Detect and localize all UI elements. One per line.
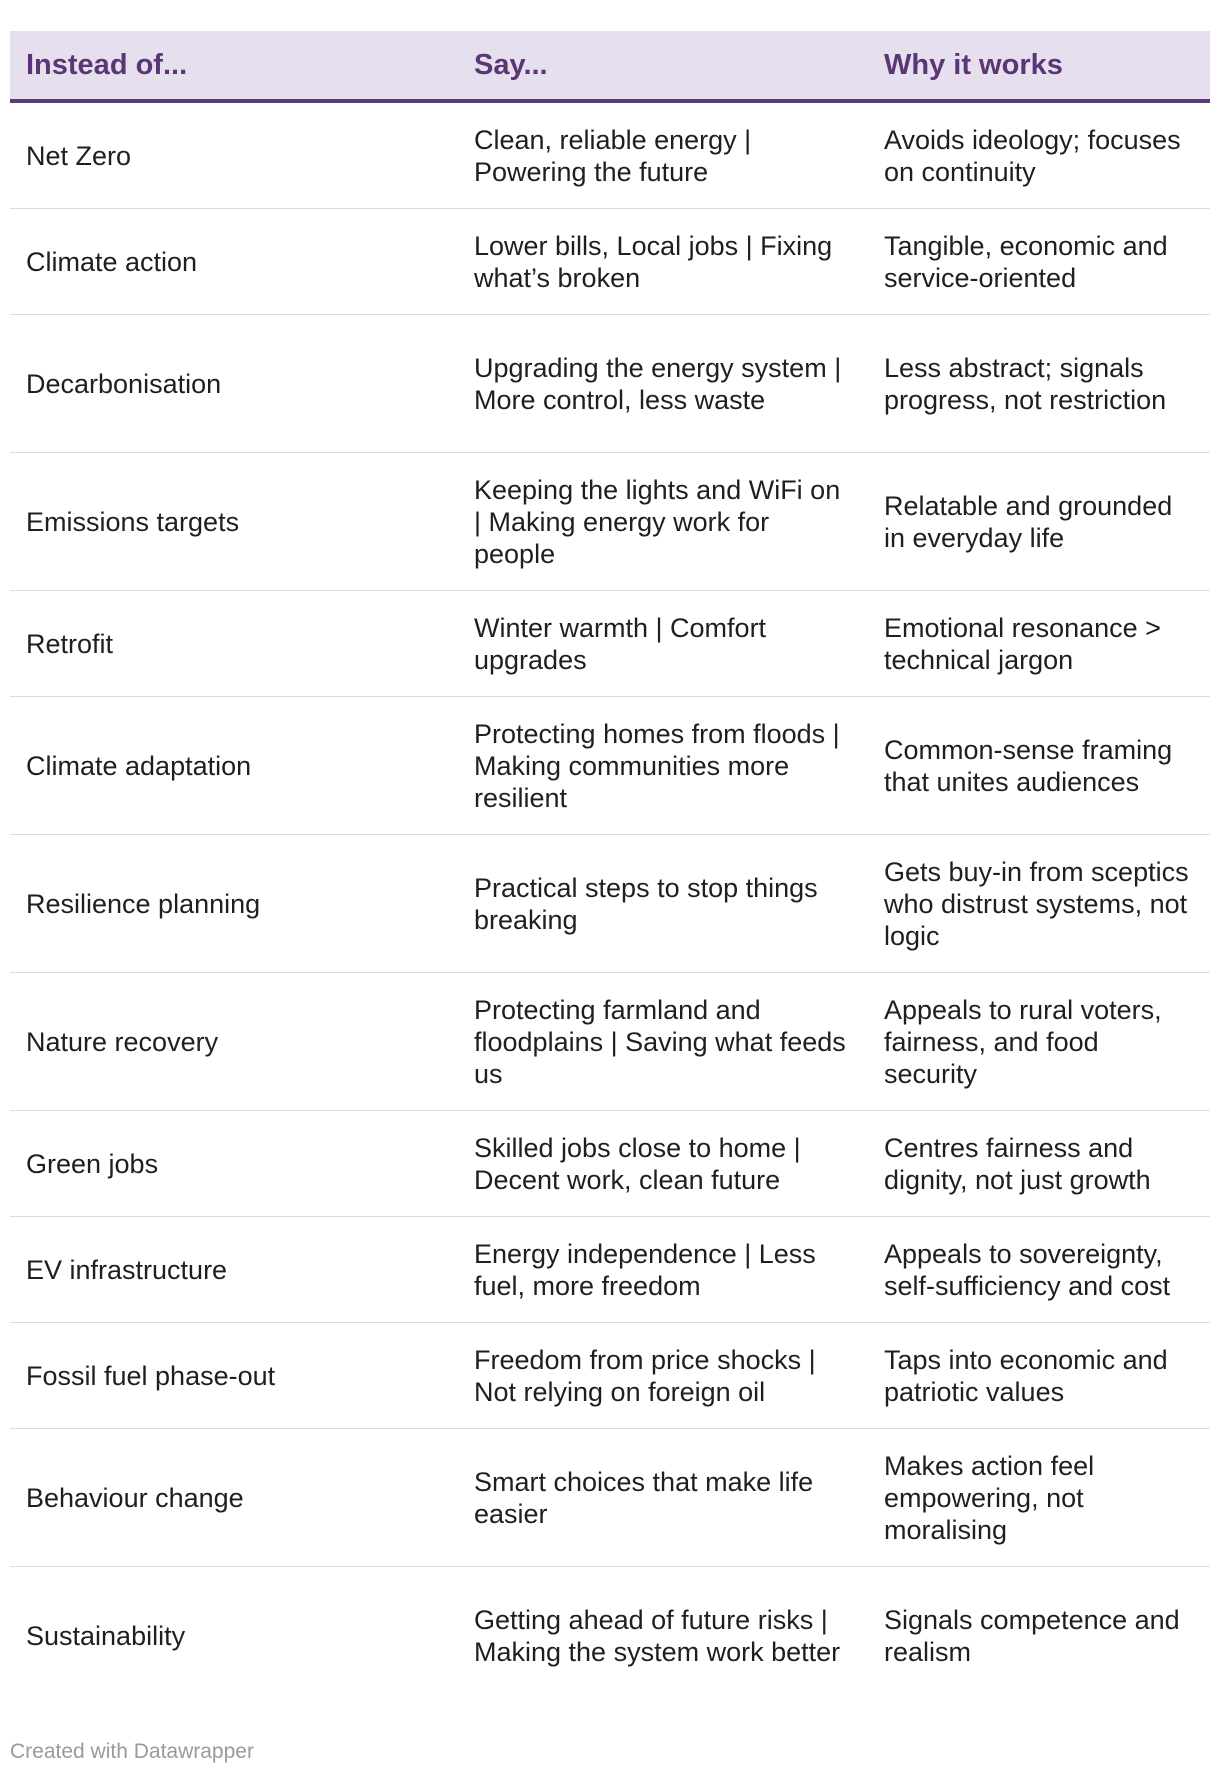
header-row [10,31,1210,101]
table-row [10,453,1210,591]
cell-why-it-works: Avoids ideology; focuses on continuity [868,101,1210,209]
table-row [10,1217,1210,1323]
table-row [10,973,1210,1111]
table-row [10,835,1210,973]
table-row [10,1429,1210,1567]
column-header-instead-of: Instead of... [10,31,458,101]
table-row [10,1567,1210,1705]
cell-why-it-works: Signals competence and realism [884,1604,1180,1667]
datawrapper-credit: Created with Datawrapper [10,1740,254,1763]
cell-say: Smart choices that make life easier [458,1429,868,1567]
cell-say: Skilled jobs close to home | Decent work, clean future [458,1111,868,1217]
cell-why-it-works: Emotional resonance > technical jargon [868,591,1210,697]
cell-why-it-works: Appeals to rural voters, fairness, and food security [868,973,1210,1111]
cell-say: Freedom from price shocks | Not relying on foreign oil [458,1323,868,1429]
cell-why-it-works: Gets buy-in from sceptics who distrust systems, not logic [868,835,1210,973]
cell-instead-of: Behaviour change [10,1429,458,1567]
cell-why-it-works: Centres fairness and dignity, not just growth [868,1111,1210,1217]
table-row [10,209,1210,315]
cell-why-it-works: Common-sense framing that unites audiences [868,697,1210,835]
cell-say: Getting ahead of future risks | Making the system work better [474,1604,841,1667]
table-row [10,101,1210,209]
cell-instead-of: Sustainability [26,1620,186,1651]
cell-instead-of: Climate action [10,209,458,315]
table-row [10,1323,1210,1429]
table-row [10,697,1210,835]
cell-instead-of: Emissions targets [10,453,458,591]
cell-say: Protecting homes from floods | Making communities more resilient [458,697,868,835]
cell-say: Protecting farmland and floodplains | Saving what feeds us [458,973,868,1111]
table-row [10,315,1210,453]
cell-instead-of: Green jobs [10,1111,458,1217]
data-table-container [10,31,1210,1704]
table-body [10,101,1210,1704]
column-header-why-it-works: Why it works [868,31,1210,101]
cell-why-it-works: Makes action feel empowering, not moralising [868,1429,1210,1567]
cell-say: Keeping the lights and WiFi on | Making energy work for people [458,453,868,591]
cell-why-it-works: Appeals to sovereignty, self-sufficiency and cost [868,1217,1210,1323]
table-row [10,591,1210,697]
cell-instead-of: Fossil fuel phase-out [10,1323,458,1429]
cell-say: Energy independence | Less fuel, more freedom [458,1217,868,1323]
cell-why-it-works: Less abstract; signals progress, not restriction [868,315,1210,453]
cell-instead-of: Resilience planning [10,835,458,973]
cell-why-it-works: Relatable and grounded in everyday life [868,453,1210,591]
data-table [10,31,1210,1704]
cell-instead-of: Net Zero [10,101,458,209]
cell-say: Clean, reliable energy | Powering the future [458,101,868,209]
cell-instead-of: EV infrastructure [10,1217,458,1323]
cell-instead-of: Decarbonisation [10,315,458,453]
cell-instead-of: Retrofit [10,591,458,697]
cell-why-it-works: Taps into economic and patriotic values [868,1323,1210,1429]
cell-instead-of: Nature recovery [10,973,458,1111]
table-header [10,31,1210,101]
cell-say: Practical steps to stop things breaking [458,835,868,973]
cell-instead-of: Climate adaptation [10,697,458,835]
cell-say: Winter warmth | Comfort upgrades [458,591,868,697]
cell-say: Upgrading the energy system | More control, less waste [458,315,868,453]
cell-say: Lower bills, Local jobs | Fixing what’s broken [458,209,868,315]
cell-why-it-works: Tangible, economic and service-oriented [868,209,1210,315]
column-header-say: Say... [458,31,868,101]
table-row [10,1111,1210,1217]
